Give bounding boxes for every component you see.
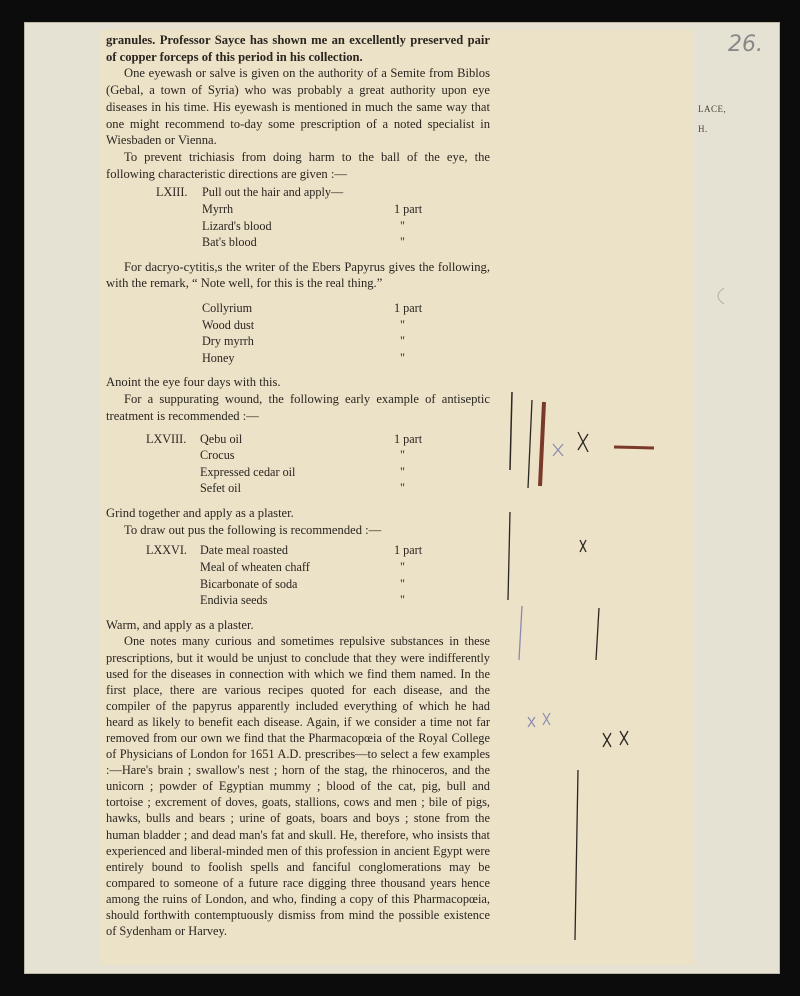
ingredient-name: Lizard's blood bbox=[202, 218, 272, 233]
ingredient-quantity: " bbox=[400, 448, 405, 463]
prescription-number: LXVIII. bbox=[146, 431, 187, 446]
pencil-margin-line bbox=[575, 770, 578, 940]
ingredient-name: Bat's blood bbox=[202, 235, 257, 250]
pencil-margin-line bbox=[528, 400, 532, 488]
red-crayon-line bbox=[540, 402, 544, 486]
pencil-margin-line bbox=[519, 606, 522, 660]
ingredient-quantity: " bbox=[400, 576, 405, 591]
ingredient-name: Meal of wheaten chaff bbox=[200, 559, 310, 574]
ingredient-quantity: 1 part bbox=[394, 201, 423, 216]
ingredient-name: Endivia seeds bbox=[200, 593, 268, 608]
intro-paragraph: granules. Professor Sayce has shown me an excellently preserved pair of copper forceps of this period in his collection. bbox=[106, 33, 490, 64]
pencil-margin-line bbox=[596, 608, 599, 660]
edge-text-fragment: H. bbox=[698, 124, 708, 134]
warm-line: Warm, and apply as a plaster. bbox=[106, 617, 254, 632]
suppurating-paragraph: For a suppurating wound, the following early example of antiseptic treatment is recommended :— bbox=[106, 392, 490, 423]
closing-paragraph: One notes many curious and sometimes repulsive substances in these prescriptions, but it would be unjust to conclude that they were indifferently used for the diseases in connection with which we find them named. In the first place, there are various recipes quoted for each disease, and the compiler of the papyrus apparently included everything of which he had heard as likely to benefit each disease. Again, if we consider a time not far removed from our own we find that the Pharmacopœia of the Royal College of Physicians of London for 1651 A.D. prescribes—to select a few examples :—Hare's brain ; swallow's nest ; horn of the stag, the rhinoceros, and the unicorn ; powder of Egyptian mummy ; blood of the cat, pig, bull and tortoise ; excrement of doves, goats, stallions, cows and men ; bile of pigs, hawks, bulls and bears ; urine of goats, boars and boys ; stone from the human bladder ; and dead man's fat and skull. He, therefore, who insists that experienced and liberal-minded men of this profession in ancient Egypt were entirely bound to foolish spells and fanciful conglomerations may be compared to someone of a future race digging three thousand years hence among the ruins of London, and who, finding a copy of this Pharmacopœia, should forthwith contemptuously dismiss from mind the possible existence of Sydenham or Harvey. bbox=[106, 634, 490, 939]
ingredient-quantity: " bbox=[400, 481, 405, 496]
ingredient-quantity: 1 part bbox=[394, 301, 423, 316]
ingredient-name: Date meal roasted bbox=[200, 543, 288, 558]
prescription-number: LXIII. bbox=[156, 185, 188, 200]
grind-line: Grind together and apply as a plaster. bbox=[106, 505, 294, 520]
ingredient-name: Sefet oil bbox=[200, 481, 241, 496]
intro-paragraph: To prevent trichiasis from doing harm to the ball of the eye, the following characteristic directions are given :— bbox=[106, 149, 490, 181]
intro-paragraph: One eyewash or salve is given on the authority of a Semite from Biblos (Gebal, a town of Syria) who was probably a great authority upon eye diseases in his time. His eyewash is mentioned in much the same way that one might recommend to-day some prescription of a noted specialist in Wiesbaden or Vienna. bbox=[106, 66, 490, 148]
ingredient-quantity: " bbox=[400, 464, 405, 479]
edge-text-fragment: LACE, bbox=[698, 104, 727, 114]
cross-mark-icon bbox=[580, 540, 586, 552]
ingredient-name: Myrrh bbox=[202, 201, 234, 216]
dacryo-paragraph: For dacryo-cytitis,s the writer of the Ebers Papyrus gives the following, with the remark, “ Note well, for this is the real thing.” bbox=[106, 259, 490, 291]
cross-mark-icon bbox=[578, 432, 588, 452]
ingredient-quantity: " bbox=[400, 593, 405, 608]
cross-mark-icon bbox=[528, 713, 550, 727]
ingredient-name: Wood dust bbox=[202, 317, 255, 332]
ingredient-name: Expressed cedar oil bbox=[200, 464, 296, 479]
ingredient-name: Bicarbonate of soda bbox=[200, 576, 298, 591]
cross-mark-icon bbox=[553, 444, 563, 456]
pus-line: To draw out pus the following is recommended :— bbox=[124, 522, 382, 537]
prescription-heading: Pull out the hair and apply— bbox=[202, 185, 344, 200]
faint-mark bbox=[718, 288, 724, 304]
pencil-margin-line bbox=[508, 512, 510, 600]
ingredient-quantity: " bbox=[400, 559, 405, 574]
ingredient-name: Crocus bbox=[200, 448, 235, 463]
ingredient-quantity: " bbox=[400, 218, 405, 233]
ingredient-name: Qebu oil bbox=[200, 431, 243, 446]
ingredient-name: Honey bbox=[202, 350, 235, 365]
ingredient-quantity: " bbox=[400, 317, 405, 332]
pencil-margin-line bbox=[510, 392, 512, 470]
ingredient-quantity: " bbox=[400, 350, 405, 365]
ingredient-quantity: 1 part bbox=[394, 543, 423, 558]
ingredient-name: Dry myrrh bbox=[202, 334, 254, 349]
red-crayon-dash bbox=[614, 447, 654, 448]
handwritten-page-number: 26. bbox=[728, 32, 763, 57]
ingredient-quantity: " bbox=[400, 235, 405, 250]
ingredient-name: Collyrium bbox=[202, 301, 253, 316]
ingredient-quantity: 1 part bbox=[394, 431, 423, 446]
cross-mark-icon bbox=[603, 731, 628, 747]
prescription-number: LXXVI. bbox=[146, 543, 187, 558]
ingredient-quantity: " bbox=[400, 334, 405, 349]
anoint-line: Anoint the eye four days with this. bbox=[106, 375, 281, 390]
